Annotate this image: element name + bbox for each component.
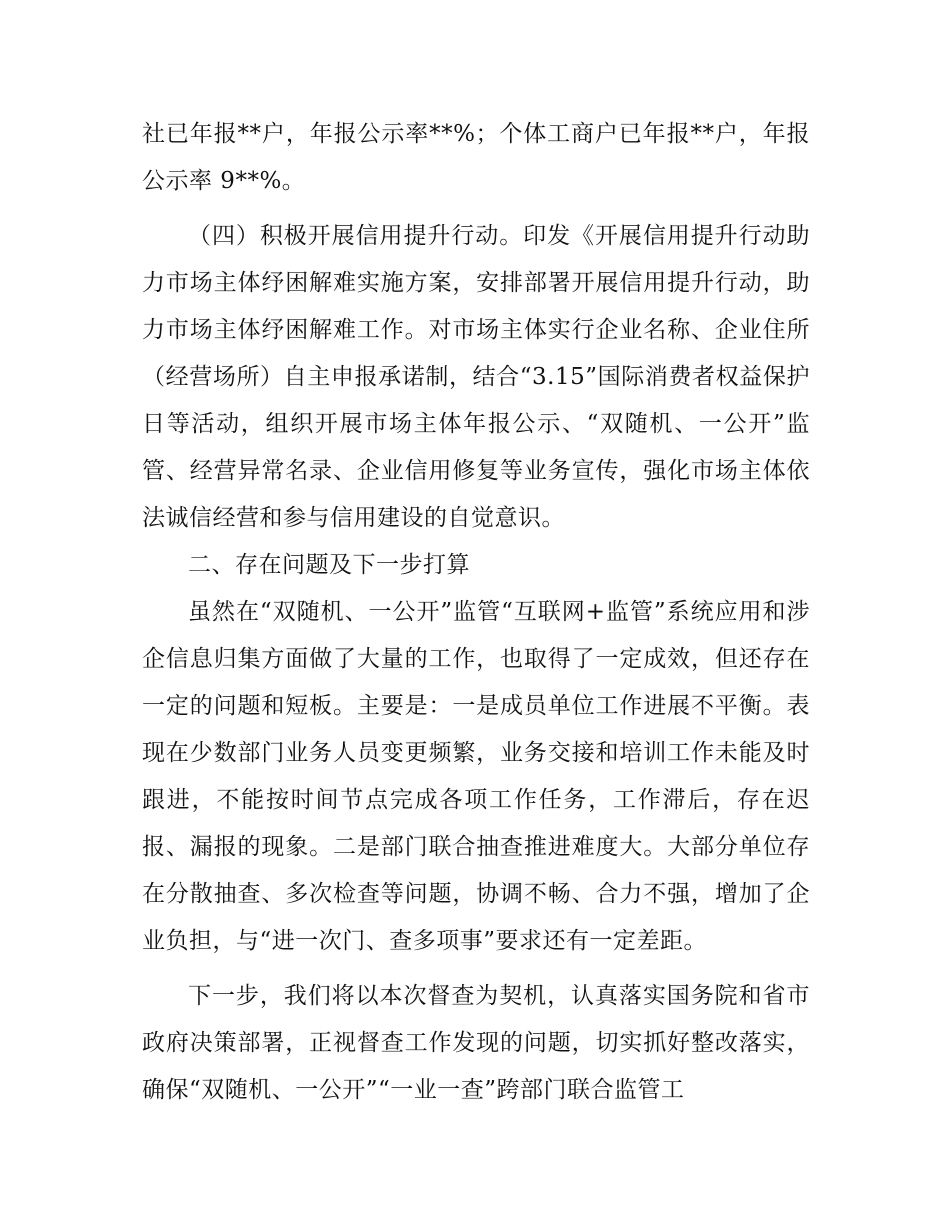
paragraph-continuation: 社已年报**户，年报公示率**%；个体工商户已年报**户，年报公示率 9**%。 [142, 121, 810, 194]
paragraph-next-steps: 下一步，我们将以本次督查为契机，认真落实国务院和省市政府决策部署，正视督查工作发现的问题，切实抓好整改落实，确保“双随机、一公开”“一业一查”跨部门联合监管工 [142, 983, 810, 1103]
paragraph-gap [142, 205, 810, 213]
section-heading-two: 二、存在问题及下一步打算 [188, 552, 470, 578]
paragraph-section-four: （四）积极开展信用提升行动。印发《开展信用提升行动助力市场主体纾困解难实施方案，安排部署开展信用提升行动，助力市场主体纾困解难工作。对市场主体实行企业名称、企业住所（经营场所）自主申报承诺制，结合“3.15”国际消费者权益保护日等活动，组织开展市场主体年报公示、“双随机、一公开”监管、经营异常名录、企业信用修复等业务宣传，强化市场主体依法诚信经营和参与信用建设的自觉意识。 [142, 223, 810, 531]
paragraph-gap [142, 965, 810, 973]
paragraph-problems: 虽然在“双随机、一公开”监管“互联网+监管”系统应用和涉企信息归集方面做了大量的工作，也取得了一定成效，但还存在一定的问题和短板。主要是：一是成员单位工作进展不平衡。表现在少数部门业务人员变更频繁，业务交接和培训工作未能及时跟进，不能按时间节点完成各项工作任务，工作滞后，存在迟报、漏报的现象。二是部门联合抽查推进难度大。大部分单位存在分散抽查、多次检查等问题，协调不畅、合力不强，增加了企业负担，与“进一次门、查多项事”要求还有一定差距。 [142, 599, 810, 954]
document-body [142, 111, 810, 1114]
